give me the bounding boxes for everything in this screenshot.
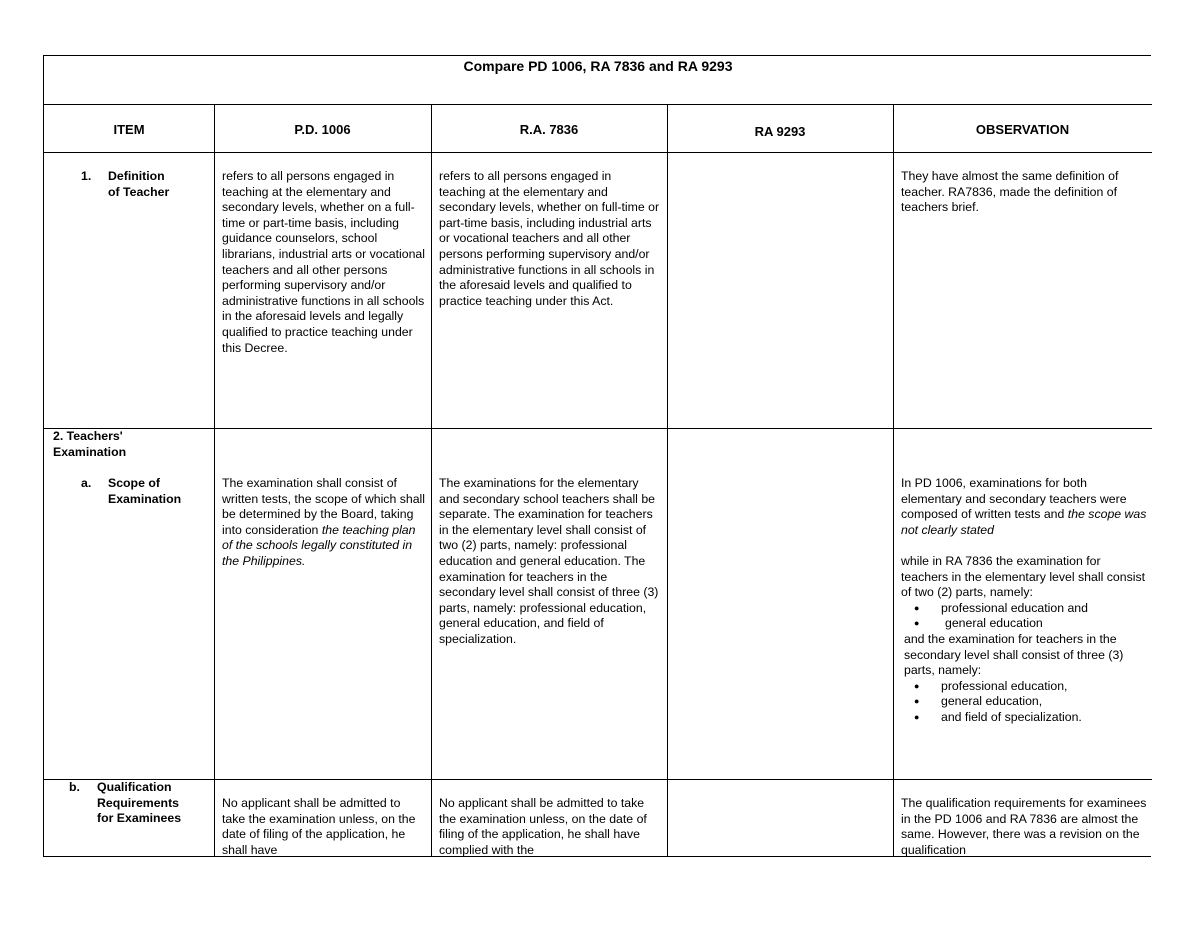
item-label-qualification	[97, 780, 209, 827]
item-label-line: of Teacher	[108, 184, 170, 199]
sub-item-letter: b.	[69, 780, 80, 794]
cell-observation-qualification: The qualification requirements for examinees in the PD 1006 and RA 7836 are almost the same. However, there was a revision on the qualification	[901, 796, 1147, 857]
item-label-line: Requirements	[97, 795, 180, 810]
row-number: 1.	[81, 169, 92, 183]
paragraph-spacer	[901, 538, 1147, 554]
table-title: Compare PD 1006, RA 7836 and RA 9293	[463, 58, 733, 74]
header-row	[44, 105, 1152, 153]
sub-item-letter: a.	[81, 476, 92, 490]
column-divider	[214, 105, 215, 856]
item-label-line: Examination	[108, 491, 182, 506]
column-divider	[667, 105, 668, 856]
cell-ra7836-definition: refers to all persons engaged in teaching at the elementary and secondary levels, whether on full-time or part-time basis, including industrial arts or vocational teachers and all other persons performing supervisory and/or administrative functions in all schools in the aforesaid levels and qualified to practice teaching under this Act.	[439, 169, 660, 308]
title-row	[44, 56, 1152, 105]
header-observation: OBSERVATION	[975, 121, 1070, 137]
header-item: ITEM	[113, 121, 145, 137]
header-ra9293: RA 9293	[754, 123, 806, 139]
comparison-table	[43, 55, 1151, 857]
list-item: ● general education,	[901, 694, 1147, 710]
section-label-line: Examination	[53, 444, 127, 459]
observation-paragraph: and the examination for teachers in the secondary level shall consist of three (3) parts, namely:	[904, 631, 1124, 678]
section-label-examination	[53, 429, 208, 460]
cell-pd1006-scope	[222, 476, 426, 570]
cell-ra7836-scope: The examinations for the elementary and secondary school teachers shall be separate. The examination for teachers in the elementary level shall consist of two (2) parts, namely: professional education and general education. The examination for teachers in the secondary level shall consist of three (3) parts, namely: professional education, general education, and field of specialization.	[439, 476, 659, 646]
column-divider	[893, 105, 894, 856]
item-label-line: Definition	[108, 169, 165, 183]
header-ra7836: R.A. 7836	[519, 121, 579, 137]
item-label-line: for Examinees	[97, 811, 182, 826]
cell-observation-definition: They have almost the same definition of teacher. RA7836, made the definition of teachers brief.	[901, 169, 1119, 215]
list-item: ● general education	[901, 616, 1147, 632]
cell-pd1006-definition: refers to all persons engaged in teaching at the elementary and secondary levels, whether on a full-time or part-time basis, including guidance counselors, school librarians, industrial arts or vocational teachers and all other persons performing supervisory and/or administrative functions in all schools in the aforesaid levels and legally qualified to practice teaching under this Decree.	[222, 169, 425, 355]
cell-ra7836-qualification: No applicant shall be admitted to take the examination unless, on the date of filing of the application, he shall have complied with the	[439, 796, 647, 857]
item-label-definition	[108, 169, 208, 200]
row-divider	[44, 779, 1152, 780]
header-pd1006: P.D. 1006	[294, 121, 351, 137]
observation-paragraph	[901, 476, 1147, 538]
item-label-scope	[108, 476, 208, 507]
item-label-line: Scope of	[108, 476, 160, 490]
cell-pd1006-qualification: No applicant shall be admitted to take the examination unless, on the date of filing of the application, he shall have	[222, 796, 416, 857]
cell-text: The examination shall consist of written tests, the scope of which shall be determined by the Board, taking into consideration	[222, 476, 425, 537]
list-item: ● professional education,	[901, 679, 1147, 695]
list-item: ● professional education and	[901, 601, 1147, 617]
cell-text: In PD 1006, examinations for both elementary and secondary teachers were composed of written tests and	[901, 476, 1127, 522]
section-label-line: 2. Teachers'	[53, 429, 123, 443]
list-item: ● and field of specialization.	[901, 710, 1147, 726]
bullet-list	[901, 679, 1147, 726]
cell-observation-scope	[901, 476, 1147, 726]
item-label-line: Qualification	[97, 780, 172, 794]
cell-text-italic: the scope was not clearly stated	[901, 507, 1147, 537]
row-divider	[44, 428, 1152, 429]
cell-text-italic: the teaching plan of the schools legally constituted in the Philippines.	[222, 522, 416, 568]
column-divider	[431, 105, 432, 856]
observation-paragraph: while in RA 7836 the examination for teachers in the elementary level shall consist of two (2) parts, namely:	[901, 553, 1146, 600]
bullet-list	[901, 601, 1147, 632]
